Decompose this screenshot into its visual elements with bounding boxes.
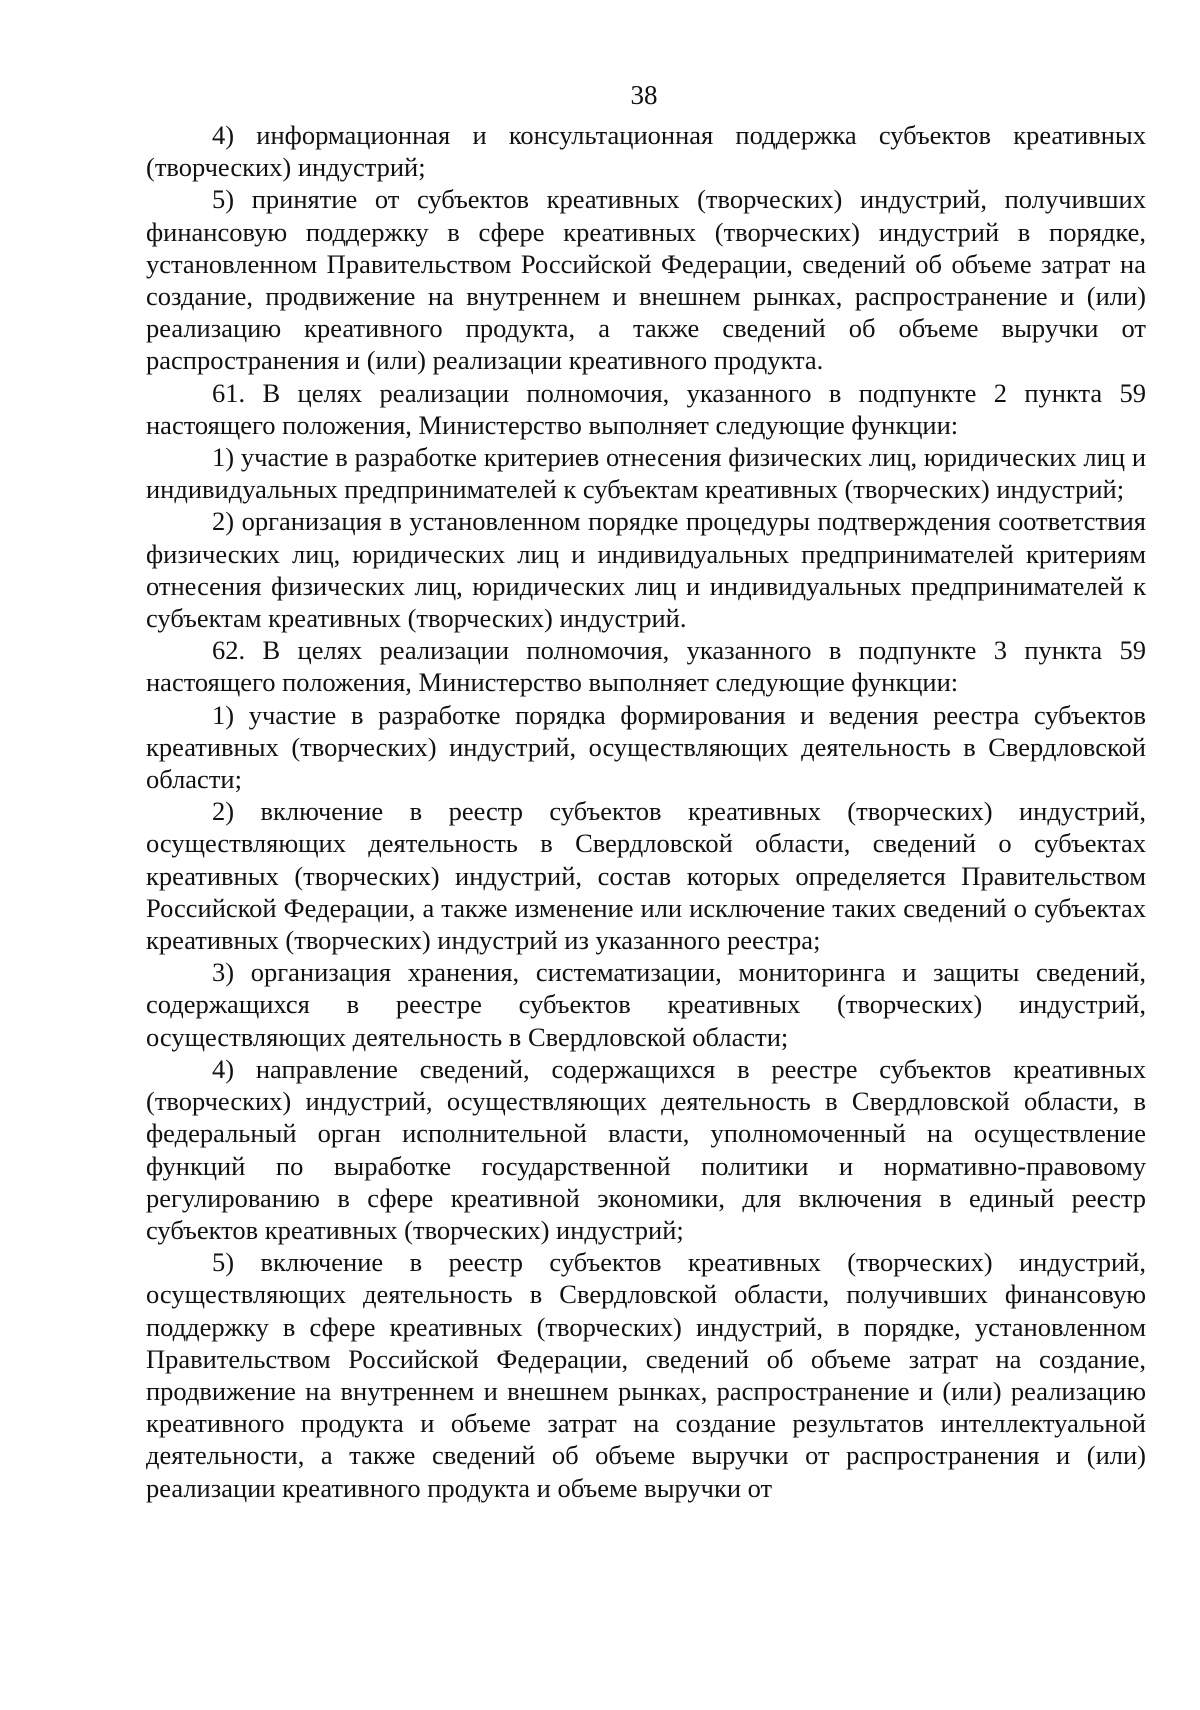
paragraph-4: 1) участие в разработке критериев отнесения физических лиц, юридических лиц и индивидуальных предпринимателей к субъектам креативных (творческих) индустрий; <box>146 442 1146 505</box>
paragraph-3: 61. В целях реализации полномочия, указанного в подпункте 2 пункта 59 настоящего положения, Министерство выполняет следующие функции: <box>146 377 1146 440</box>
page-number: 38 <box>630 80 658 110</box>
paragraph-5: 2) организация в установленном порядке процедуры подтверждения соответствия физических лиц, юридических лиц и индивидуальных предпринимателей критериям отнесения физических лиц, юридических лиц и индивидуальных предпринимателей к субъектам креативных (творческих) индустрий. <box>146 506 1146 634</box>
paragraph-1: 4) информационная и консультационная поддержка субъектов креативных (творческих) индустрий; <box>146 120 1146 183</box>
paragraph-7: 1) участие в разработке порядка формирования и ведения реестра субъектов креативных (творческих) индустрий, осуществляющих деятельность в Свердловской области; <box>146 699 1146 795</box>
paragraph-11: 5) включение в реестр субъектов креативных (творческих) индустрий, осуществляющих деятельность в Свердловской области, получивших финансовую поддержку в сфере креативных (творческих) индустрий, в порядке, установленном Правительством Российской Федерации, сведений об объеме затрат на создание, продвижение на внутреннем и внешнем рынках, распространение и (или) реализацию креативного продукта и объеме затрат на создание результатов интеллектуальной деятельности, а также сведений об объеме выручки от распространения и (или) реализации креативного продукта и объеме выручки от <box>146 1247 1146 1503</box>
paragraph-6: 62. В целях реализации полномочия, указанного в подпункте 3 пункта 59 настоящего положения, Министерство выполняет следующие функции: <box>146 635 1146 698</box>
paragraph-9: 3) организация хранения, систематизации, мониторинга и защиты сведений, содержащихся в реестре субъектов креативных (творческих) индустрий, осуществляющих деятельность в Свердловской области; <box>146 957 1146 1052</box>
paragraph-8: 2) включение в реестр субъектов креативных (творческих) индустрий, осуществляющих деятельность в Свердловской области, сведений о субъектах креативных (творческих) индустрий, состав которых определяется Правительством Российской Федерации, а также изменение или исключение таких сведений о субъектах креативных (творческих) индустрий из указанного реестра; <box>146 796 1146 956</box>
paragraph-2: 5) принятие от субъектов креативных (творческих) индустрий, получивших финансовую поддержку в сфере креативных (творческих) индустрий в порядке, установленном Правительством Российской Федерации, сведений об объеме затрат на создание, продвижение на внутреннем и внешнем рынках, распространение и (или) реализацию креативного продукта, а также сведений об объеме выручки от распространения и (или) реализации креативного продукта. <box>146 184 1146 376</box>
document-body <box>146 119 1146 1504</box>
paragraph-10: 4) направление сведений, содержащихся в реестре субъектов креативных (творческих) индустрий, осуществляющих деятельность в Свердловской области, в федеральный орган исполнительной власти, уполномоченный на осуществление функций по выработке государственной политики и нормативно-правовому регулированию в сфере креативной экономики, для включения в единый реестр субъектов креативных (творческих) индустрий; <box>146 1053 1146 1245</box>
